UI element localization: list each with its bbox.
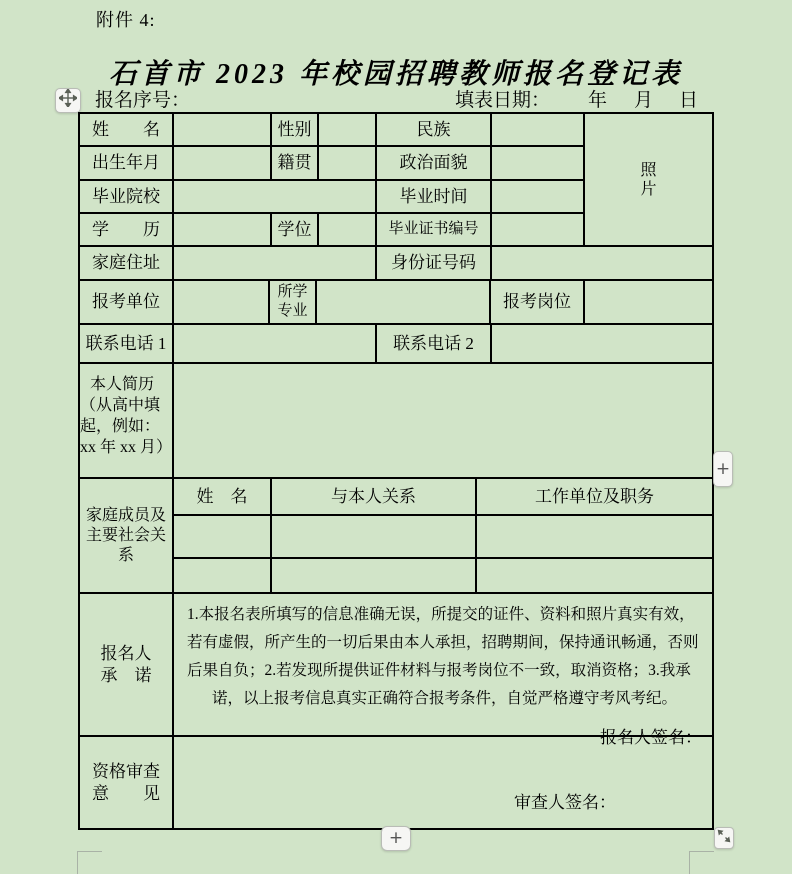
grad-time-input-cell[interactable]	[492, 181, 585, 214]
apply-post-input-cell[interactable]	[585, 281, 714, 325]
insert-column-button[interactable]	[713, 451, 733, 487]
gender-label: 性别	[272, 114, 319, 147]
applicant-signature-label: 报名人签名：	[600, 728, 702, 747]
ethnicity-label: 民族	[377, 114, 492, 147]
family-row1-name-cell[interactable]	[174, 516, 272, 559]
family-label-line3: 系	[117, 546, 134, 564]
review-label-line2: 意 见	[92, 783, 160, 803]
page-title: 石首市 2023 年校园招聘教师报名登记表	[108, 59, 683, 90]
education-label: 学 历	[80, 214, 174, 247]
photo-placeholder-cell[interactable]	[585, 114, 714, 247]
address-label: 家庭住址	[80, 247, 174, 281]
photo-label-line1: 照	[640, 161, 657, 179]
name-input-cell[interactable]	[174, 114, 272, 147]
reviewer-signature-label: 审查人签名：	[514, 793, 616, 812]
attachment-label: 附件 4:	[96, 10, 156, 30]
promise-text-line1: 1.本报名表所填写的信息准确无误，所提交的证件、资料和照片真实有效，	[187, 606, 695, 623]
cert-no-input-cell[interactable]	[492, 214, 585, 247]
family-label-line1: 家庭成员及	[85, 506, 166, 524]
apply-post-label: 报考岗位	[491, 281, 585, 325]
family-name-header: 姓 名	[174, 479, 272, 516]
phone2-label: 联系电话 2	[377, 325, 492, 364]
promise-label-line1: 报名人	[100, 644, 152, 664]
photo-label-line2: 片	[640, 180, 657, 198]
native-place-label: 籍贯	[272, 147, 319, 181]
id-no-label: 身份证号码	[377, 247, 492, 281]
date-month-label: 月	[634, 90, 654, 111]
text-boundary-mark-right	[689, 851, 714, 874]
promise-text-line4: 诺，以上报考信息真实正确符合报考条件，自觉严格遵守考风考纪。	[211, 690, 677, 707]
date-year-label: 年	[588, 90, 608, 111]
education-input-cell[interactable]	[174, 214, 272, 247]
resume-label-line1: 本人简历	[90, 376, 155, 393]
apply-unit-input-cell[interactable]	[174, 281, 270, 325]
political-input-cell[interactable]	[492, 147, 585, 181]
family-row1-relation-cell[interactable]	[272, 516, 477, 559]
resume-label-line2: （从高中填	[80, 397, 161, 414]
phone2-input-cell[interactable]	[492, 325, 714, 364]
family-label	[80, 479, 174, 594]
promise-text-line3: 后果自负；2.若发现所提供证件材料与报考岗位不一致，取消资格；3.我承	[187, 662, 691, 679]
promise-text-line2: 若有虚假，所产生的一切后果由本人承担，招聘期间，保持通讯畅通，否则	[187, 634, 699, 651]
table-resize-handle[interactable]	[714, 827, 734, 849]
address-input-cell[interactable]	[174, 247, 377, 281]
family-relation-header: 与本人关系	[272, 479, 477, 516]
review-label	[80, 737, 174, 830]
fill-date-label: 填表日期：	[455, 90, 551, 111]
political-label: 政治面貌	[377, 147, 492, 181]
review-label-line1: 资格审查	[92, 762, 160, 782]
apply-unit-label: 报考单位	[80, 281, 174, 325]
cert-no-label: 毕业证书编号	[377, 214, 492, 247]
phone1-input-cell[interactable]	[174, 325, 377, 364]
birth-input-cell[interactable]	[174, 147, 272, 181]
school-input-cell[interactable]	[174, 181, 377, 214]
native-place-input-cell[interactable]	[319, 147, 377, 181]
family-label-line2: 主要社会关	[85, 526, 166, 544]
ethnicity-input-cell[interactable]	[492, 114, 585, 147]
date-day-label: 日	[679, 90, 699, 111]
major-label-line1: 所学	[277, 284, 308, 301]
family-row2-name-cell[interactable]	[174, 559, 272, 594]
phone1-label: 联系电话 1	[80, 325, 174, 364]
family-work-header: 工作单位及职务	[477, 479, 714, 516]
school-label: 毕业院校	[80, 181, 174, 214]
review-content-cell[interactable]	[174, 737, 714, 830]
resume-label	[80, 364, 174, 479]
registration-number-label: 报名序号：	[95, 90, 191, 111]
family-row2-relation-cell[interactable]	[272, 559, 477, 594]
resize-diagonal-icon	[717, 829, 731, 848]
family-row2-work-cell[interactable]	[477, 559, 714, 594]
registration-form-table	[78, 112, 714, 830]
resume-label-line4: xx 年 xx 月）	[80, 439, 173, 456]
table-move-handle[interactable]	[55, 88, 81, 113]
promise-label-line2: 承 诺	[100, 665, 152, 685]
major-label-line2: 专业	[277, 303, 308, 319]
major-label	[270, 281, 317, 325]
name-label: 姓 名	[80, 114, 174, 147]
degree-input-cell[interactable]	[319, 214, 377, 247]
plus-icon: +	[388, 828, 404, 848]
grad-time-label: 毕业时间	[377, 181, 492, 214]
move-icon	[59, 89, 77, 112]
birth-label: 出生年月	[80, 147, 174, 181]
text-boundary-mark-left	[77, 851, 102, 874]
resume-input-cell[interactable]	[174, 364, 714, 479]
promise-label	[80, 594, 174, 737]
plus-icon: +	[715, 458, 731, 479]
degree-label: 学位	[272, 214, 319, 247]
resume-label-line3: 起，例如：	[80, 418, 161, 435]
id-no-input-cell[interactable]	[492, 247, 714, 281]
major-input-cell[interactable]	[317, 281, 491, 325]
insert-row-button[interactable]	[381, 826, 411, 851]
gender-input-cell[interactable]	[319, 114, 377, 147]
family-row1-work-cell[interactable]	[477, 516, 714, 559]
promise-content-cell	[174, 594, 714, 747]
